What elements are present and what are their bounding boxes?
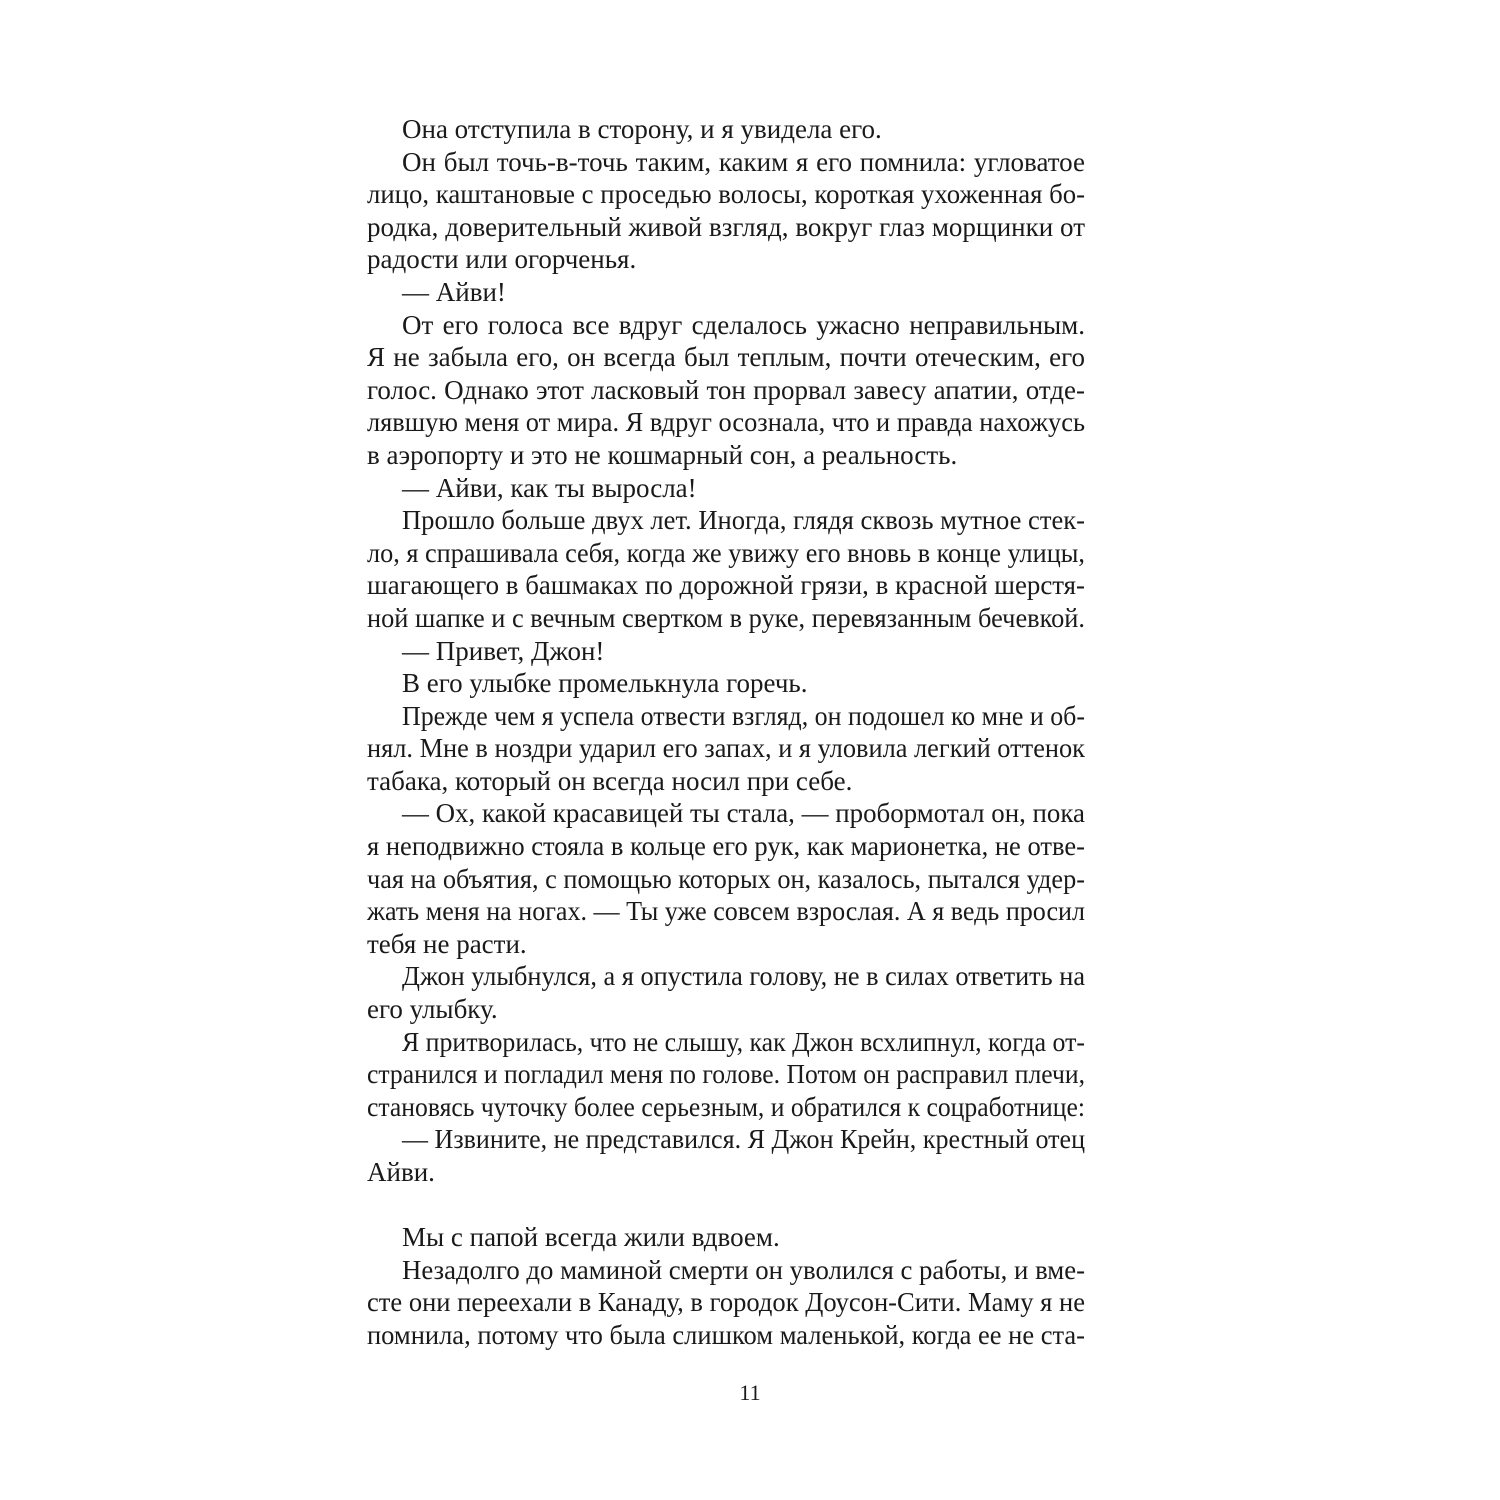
paragraph-line: [367, 1254, 1085, 1287]
text-line: в аэропорту и это не кошмарный сон, а реальность.: [367, 439, 958, 470]
paragraph-line: [367, 895, 1085, 928]
text-line: нял. Мне в ноздри ударил его запах, и я уловила легкий оттенок: [367, 733, 1085, 764]
text-line: табака, который он всегда носил при себе.: [367, 765, 853, 796]
paragraph-line: [367, 960, 1085, 993]
text-line: Джон улыбнулся, а я опустила голову, не в силах ответить на: [402, 961, 1085, 992]
text-line: становясь чуточку более серьезным, и обратился к соцработнице:: [367, 1091, 1085, 1122]
paragraph-line: [367, 341, 1085, 374]
paragraph-line: [367, 504, 1085, 537]
text-line: — Айви, как ты выросла!: [402, 472, 697, 503]
paragraph-line: [367, 667, 1085, 700]
text-line: сте они переехали в Канаду, в городок Доусон-Сити. Маму я не: [367, 1287, 1085, 1318]
paragraph-line: [367, 1221, 1085, 1254]
text-column: [367, 113, 1085, 1352]
text-line: Айви.: [367, 1157, 435, 1187]
paragraph-line: [367, 765, 1085, 798]
paragraph-line: [367, 1091, 1085, 1124]
paragraph-line: [367, 178, 1085, 211]
paragraph-line: [367, 537, 1085, 570]
text-line: странился и погладил меня по голове. Потом он расправил плечи,: [367, 1059, 1085, 1090]
paragraph-line: [367, 732, 1085, 765]
text-line: ной шапке и с вечным свертком в руке, перевязанным бечевкой.: [367, 602, 1085, 633]
paragraph-line: [367, 830, 1085, 863]
paragraph-line: [367, 602, 1085, 635]
text-line: Мы с папой всегда жили вдвоем.: [402, 1222, 780, 1253]
text-line: От его голоса все вдруг сделалось ужасно неправильным.: [402, 309, 1085, 340]
paragraph-line: [367, 700, 1085, 733]
dialogue-line: [367, 797, 1085, 830]
paragraph-line: [367, 1156, 1085, 1189]
paragraph-line: [367, 1319, 1085, 1352]
paragraph-line: [367, 211, 1085, 244]
text-line: Она отступила в сторону, и я увидела его.: [402, 114, 882, 144]
text-line: Прошло больше двух лет. Иногда, глядя сквозь мутное стек-: [402, 505, 1085, 536]
text-line: помнила, потому что была слишком маленькой, когда ее не ста-: [367, 1319, 1085, 1350]
text-line: лицо, каштановые с проседью волосы, короткая ухоженная бо-: [367, 179, 1085, 210]
text-line: — Извините, не представился. Я Джон Крейн, крестный отец: [402, 1124, 1085, 1155]
paragraph-line: [367, 1026, 1085, 1059]
paragraph-line: [367, 993, 1085, 1026]
text-line: радости или огорченья.: [367, 244, 637, 275]
dialogue-line: [367, 276, 1085, 309]
paragraph-line: [367, 406, 1085, 439]
text-line: жать меня на ногах. — Ты уже совсем взрослая. А я ведь просил: [367, 896, 1085, 927]
text-line: его улыбку.: [367, 994, 498, 1025]
text-line: — Привет, Джон!: [402, 635, 605, 666]
paragraph-line: [367, 309, 1085, 342]
dialogue-line: [367, 1123, 1085, 1156]
paragraph-line: [367, 374, 1085, 407]
paragraph-line: [367, 928, 1085, 961]
text-line: тебя не расти.: [367, 928, 527, 959]
text-line: голос. Однако этот ласковый тон прорвал завесу апатии, отде-: [367, 374, 1085, 405]
text-line: родка, доверительный живой взгляд, вокруг глаз морщинки от: [367, 211, 1085, 242]
text-line: — Ох, какой красавицей ты стала, — пробормотал он, пока: [402, 798, 1085, 829]
dialogue-line: [367, 472, 1085, 505]
paragraph-line: [367, 863, 1085, 896]
text-line: чая на объятия, с помощью которых он, казалось, пытался удер-: [367, 863, 1085, 894]
text-line: Я притворилась, что не слышу, как Джон всхлипнул, когда от-: [402, 1026, 1085, 1057]
paragraph-line: [367, 113, 1085, 146]
text-line: лявшую меня от мира. Я вдруг осознала, что и правда нахожусь: [367, 407, 1085, 438]
paragraph-line: [367, 439, 1085, 472]
section-break: [367, 1189, 1085, 1222]
text-line: я неподвижно стояла в кольце его рук, как марионетка, не отве-: [367, 831, 1085, 862]
paragraph-line: [367, 146, 1085, 179]
text-line: Я не забыла его, он всегда был теплым, почти отеческим, его: [367, 342, 1085, 373]
text-line: ло, я спрашивала себя, когда же увижу его вновь в конце улицы,: [367, 537, 1085, 568]
paragraph-line: [367, 1058, 1085, 1091]
paragraph-line: [367, 243, 1085, 276]
paragraph-line: [367, 569, 1085, 602]
dialogue-line: [367, 635, 1085, 668]
paragraph-line: [367, 1286, 1085, 1319]
text-line: Незадолго до маминой смерти он уволился с работы, и вме-: [402, 1254, 1085, 1285]
text-line: Прежде чем я успела отвести взгляд, он подошел ко мне и об-: [402, 700, 1085, 731]
text-line: Он был точь-в-точь таким, каким я его помнила: угловатое: [402, 146, 1085, 177]
text-line: — Айви!: [402, 276, 506, 307]
text-line: шагающего в башмаках по дорожной грязи, в красной шерстя-: [367, 570, 1085, 601]
text-line: В его улыбке промелькнула горечь.: [402, 668, 808, 699]
page-number: 11: [739, 1380, 761, 1405]
